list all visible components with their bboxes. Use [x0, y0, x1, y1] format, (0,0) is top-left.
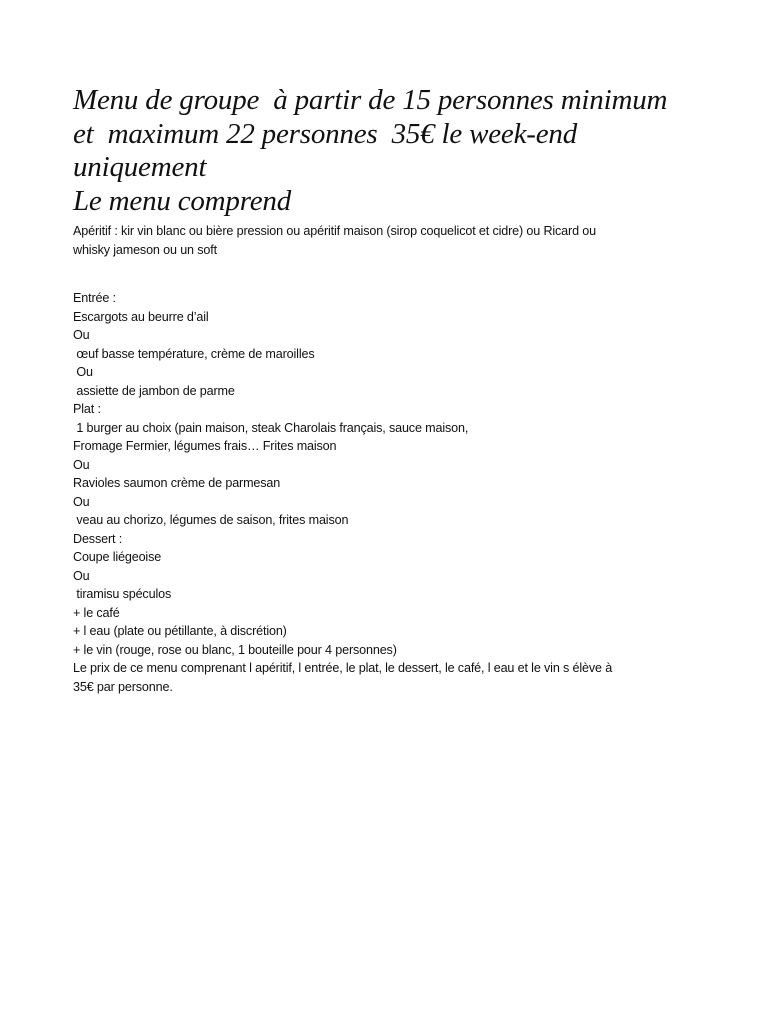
title-line: Le menu comprend	[73, 184, 292, 217]
menu-body	[73, 289, 612, 696]
title-line: et maximum 22 personnes 35€ le week-end	[73, 117, 578, 150]
menu-line: veau au chorizo, légumes de saison, frites maison	[73, 513, 349, 527]
menu-line: Ravioles saumon crème de parmesan	[73, 476, 281, 490]
menu-line: Ou	[73, 328, 90, 342]
menu-line: 1 burger au choix (pain maison, steak Charolais français, sauce maison,	[73, 420, 469, 435]
menu-line: tiramisu spéculos	[73, 587, 172, 601]
menu-line: Plat :	[73, 402, 101, 416]
menu-line: Ou	[73, 365, 93, 379]
menu-line: Ou	[73, 494, 90, 509]
menu-line: Escargots au beurre d’ail	[73, 309, 209, 324]
menu-line: Ou	[73, 457, 90, 472]
menu-line: + le vin (rouge, rose ou blanc, 1 bouteille pour 4 personnes)	[73, 642, 397, 657]
title-line: Menu de groupe à partir de 15 personnes minimum	[73, 84, 668, 116]
menu-line: assiette de jambon de parme	[73, 383, 235, 398]
menu-line: 35€ par personne.	[73, 679, 173, 694]
menu-line: Coupe liégeoise	[73, 550, 162, 564]
menu-line: Entrée :	[73, 291, 116, 305]
menu-line: Dessert :	[73, 531, 123, 546]
menu-line: Ou	[73, 568, 90, 583]
menu-line: Le prix de ce menu comprenant l apéritif, l entrée, le plat, le dessert, le café, l eau et le vin s élève à	[73, 661, 613, 675]
menu-line: Fromage Fermier, légumes frais… Frites maison	[73, 439, 337, 453]
menu-title	[73, 84, 667, 218]
menu-line: + le café	[73, 605, 120, 620]
text-line: whisky jameson ou un soft	[73, 242, 217, 257]
title-line: uniquement	[73, 151, 207, 183]
text-line: Apéritif : kir vin blanc ou bière pression ou apéritif maison (sirop coquelicot et cidre) ou Ricard ou	[73, 224, 596, 238]
menu-line: œuf basse température, crème de maroilles	[73, 346, 315, 361]
menu-line: + l eau (plate ou pétillante, à discrétion)	[73, 624, 287, 638]
aperitif-section	[73, 222, 596, 259]
